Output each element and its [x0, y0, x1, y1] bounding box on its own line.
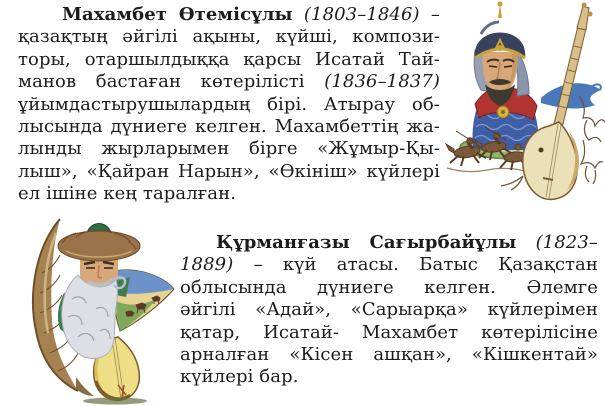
life-years: (1823–: [535, 232, 598, 253]
text-line: [18, 4, 440, 26]
text-line: [180, 232, 598, 254]
text-line: ел ішіне кең таралған.: [18, 183, 237, 205]
text-segment: манов бастаған көтерілісті: [18, 71, 305, 93]
pointed-helmet: [475, 2, 525, 59]
text-line: облысында дүниеге келген. Әлемге: [180, 276, 598, 298]
life-years: (1803–1846): [303, 4, 420, 25]
makhambet-bust: [472, 48, 539, 150]
text-line: торы, отаршылдыққа қарсы Исатай Тай-: [18, 48, 440, 70]
uprising-years: (1836–1837): [324, 71, 440, 93]
text-line: [18, 71, 440, 93]
text-line: лыш», «Қайран Нарын», «Өкініш» күйлері: [18, 160, 440, 182]
paragraph-kurmangazy: [180, 232, 598, 389]
person-name-kurmangazy: Құрманғазы Сағырбайұлы: [216, 232, 517, 253]
text-line: лынды жырларымен бірге «Жұмыр-Қы-: [18, 138, 440, 160]
text-segment: – күй атасы. Батыс Қазақстан: [253, 254, 598, 276]
text-line: [180, 254, 598, 276]
person-name-makhambet: Махамбет Өтемісұлы: [62, 4, 293, 25]
text-line: ұйымдастырушылардың бірі. Атырау об-: [18, 93, 440, 115]
text-line: қазақтың әйгілі ақыны, күйші, компози-: [18, 26, 440, 48]
paragraph-makhambet: [18, 4, 440, 206]
text-line: лысында дүниеге келген. Махамбеттің жа-: [18, 116, 440, 138]
text-line: әйгілі «Адай», «Сарыарқа» күйлерімен: [180, 299, 598, 321]
kurmangazy-artwork: [20, 213, 178, 406]
life-years-continued: 1889): [180, 254, 234, 276]
steppe-landscape-leaf: [113, 270, 174, 331]
dash: –: [430, 4, 441, 25]
fur-hat: [58, 224, 140, 262]
text-line: қатар, Исатай- Махамбет көтерілісіне: [180, 321, 598, 343]
makhambet-artwork: [437, 0, 605, 212]
illustration-makhambet: [437, 0, 605, 212]
text-line: арналған «Кісен ашқан», «Кішкентай»: [180, 344, 598, 366]
illustration-kurmangazy: [20, 213, 178, 406]
text-line: күйлері бар.: [180, 366, 299, 388]
